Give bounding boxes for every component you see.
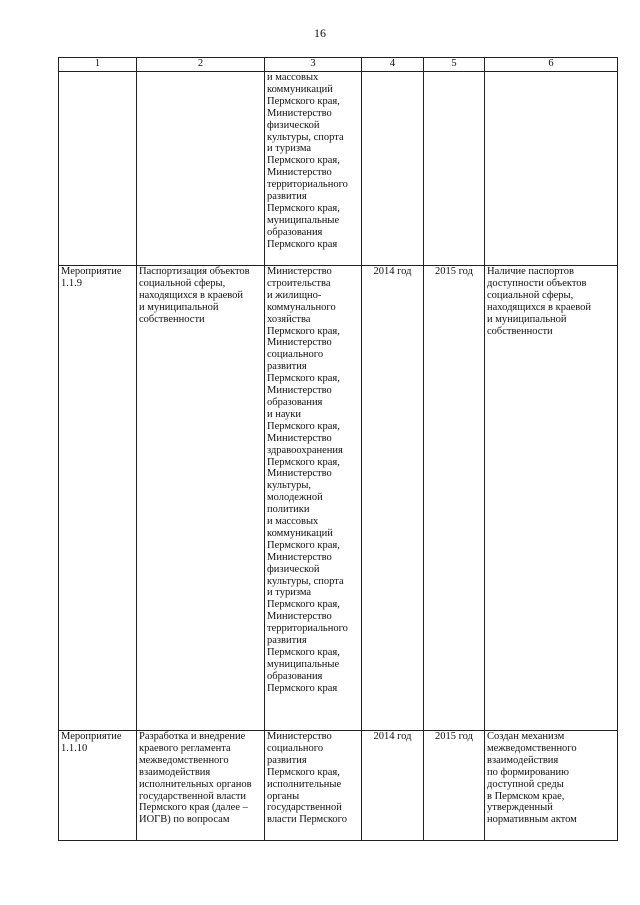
column-header: 1 — [59, 58, 137, 72]
result-cell — [485, 72, 618, 266]
end-year-cell: 2015 год — [424, 266, 485, 731]
column-header: 2 — [137, 58, 265, 72]
measure-id-cell: Мероприятие 1.1.9 — [59, 266, 137, 731]
measure-id-cell — [59, 72, 137, 266]
table-row — [59, 72, 618, 266]
table-row — [59, 266, 618, 731]
end-year-cell — [424, 72, 485, 266]
measure-name-cell: Паспортизация объектов социальной сферы, находящихся в краевой и муниципальной собственности — [137, 266, 265, 731]
measure-id-cell: Мероприятие 1.1.10 — [59, 731, 137, 841]
column-header: 6 — [485, 58, 618, 72]
start-year-cell — [362, 72, 424, 266]
result-cell: Создан механизм межведомственного взаимодействия по формированию доступной среды в Пермском крае, утвержденный нормативным актом — [485, 731, 618, 841]
column-header: 5 — [424, 58, 485, 72]
column-header: 3 — [265, 58, 362, 72]
column-header: 4 — [362, 58, 424, 72]
executor-cell: и массовых коммуникаций Пермского края, Министерство физической культуры, спорта и туризма Пермского края, Министерство территориального развития Пермского края, муниципальные образования Пермского края — [265, 72, 362, 266]
executor-cell: Министерство социального развития Пермского края, исполнительные органы государственной власти Пермского — [265, 731, 362, 841]
table-row — [59, 731, 618, 841]
page-number: 16 — [314, 26, 326, 40]
start-year-cell: 2014 год — [362, 266, 424, 731]
measure-name-cell — [137, 72, 265, 266]
result-cell: Наличие паспортов доступности объектов социальной сферы, находящихся в краевой и муниципальной собственности — [485, 266, 618, 731]
start-year-cell: 2014 год — [362, 731, 424, 841]
measure-name-cell: Разработка и внедрение краевого регламента межведомственного взаимодействия исполнительных органов государственной власти Пермского края (далее – ИОГВ) по вопросам — [137, 731, 265, 841]
end-year-cell: 2015 год — [424, 731, 485, 841]
table-header-row — [59, 58, 618, 72]
measures-table — [58, 57, 618, 841]
executor-cell: Министерство строительства и жилищно- коммунального хозяйства Пермского края, Министерство социального развития Пермского края, Министерство образования и науки Пермского края, Министерство здравоохранения Пермского края, Министерство культуры, молодежной политики и массовых коммуникаций Пермского края, Министерство физической культуры, спорта и туризма Пермского края, Министерство территориального развития Пермского края, муниципальные образования Пермского края — [265, 266, 362, 731]
